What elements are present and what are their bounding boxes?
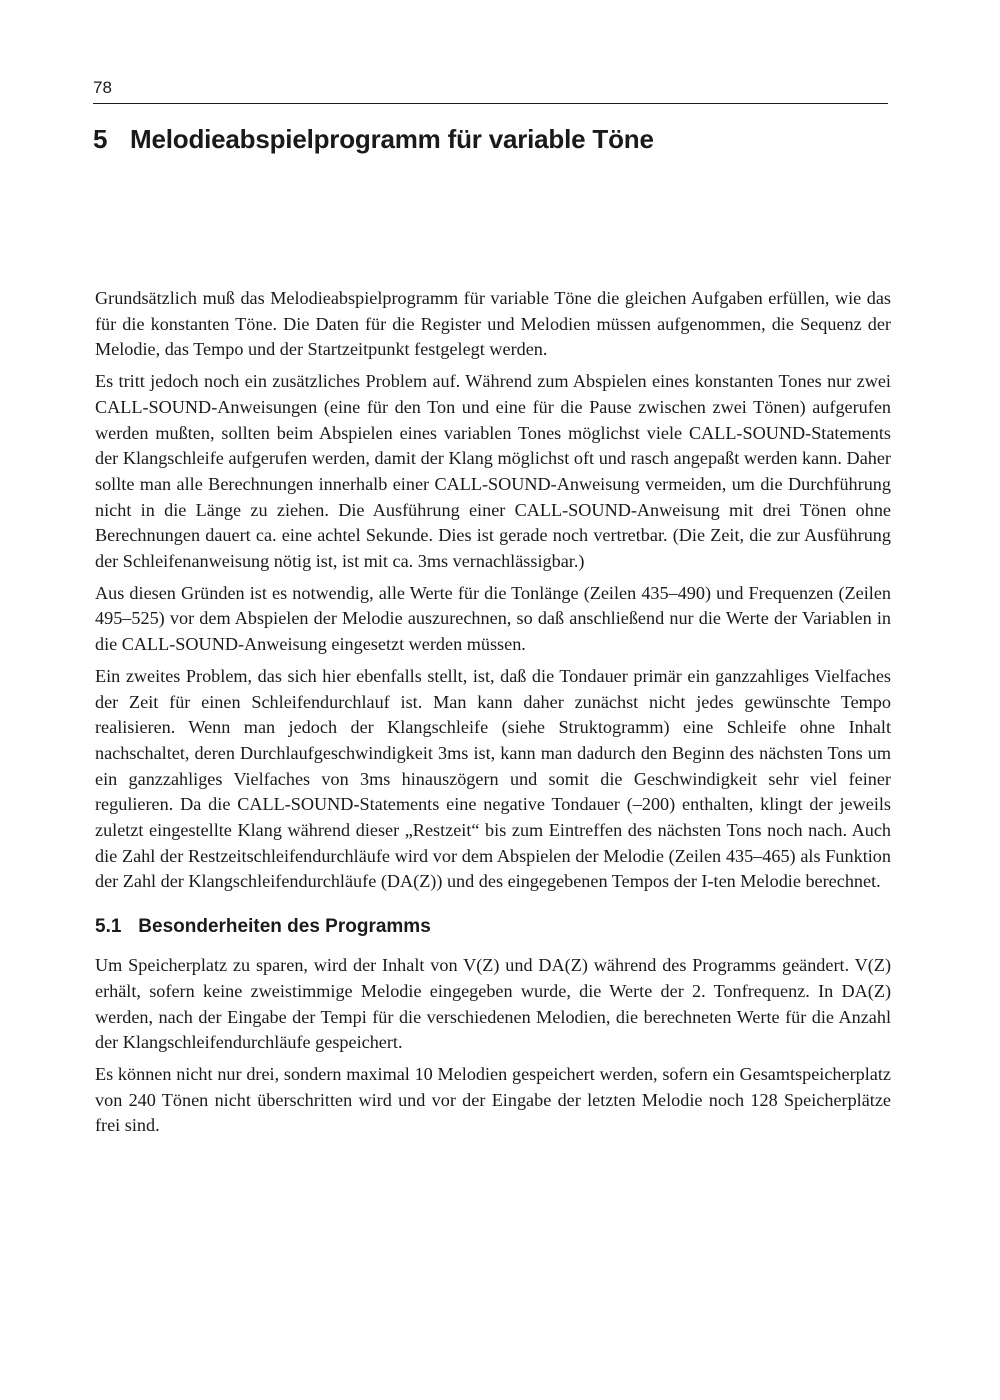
- paragraph: Um Speicherplatz zu sparen, wird der Inhalt von V(Z) und DA(Z) während des Programms geändert. V(Z) erhält, sofern keine zweistimmige Melodie eingegeben wurde, die Werte der 2. Tonfrequenz. In DA(Z) werden, nach der Eingabe der Tempi für die verschiedenen Melodien, die berechneten Werte für die Anzahl der Klangschleifendurchläufe gespeichert.: [95, 955, 891, 1053]
- paragraph: Ein zweites Problem, das sich hier ebenfalls stellt, ist, daß die Tondauer primär ein ganzzahliges Vielfaches der Zeit für einen Schleifendurchlauf ist. Man kann daher zunächst nicht jedes gewünschte Tempo realisieren. Wenn man jedoch der Klangschleife (siehe Struktogramm) eine Schleife ohne Inhalt nachschaltet, deren Durchlaufgeschwindigkeit 3ms ist, kann man dadurch den Beginn des nächsten Tons um ein ganzzahliges Vielfaches von 3ms hinauszögern und somit die Geschwindigkeit sehr viel feiner regulieren. Da die CALL-SOUND-Statements eine negative Tondauer (–200) enthalten, klingt der jeweils zuletzt eingestellte Klang während dieser „Restzeit“ bis zum Eintreffen des nächsten Tons noch nach. Auch die Zahl der Restzeitschleifendurchläufe wird vor dem Abspielen der Melodie (Zeilen 435–465) als Funktion der Zahl der Klangschleifendurchläufe (DA(Z)) und des eingegebenen Tempos der I-ten Melodie berechnet.: [95, 665, 891, 892]
- paragraph: Es können nicht nur drei, sondern maximal 10 Melodien gespeichert werden, sofern ein Gesamtspeicherplatz von 240 Tönen nicht überschritten wird und vor der Eingabe der letzten Melodie noch 128 Speicherplätze frei sind.: [95, 1063, 891, 1136]
- section-title-text: Besonderheiten des Programms: [138, 916, 431, 938]
- chapter-number: 5: [93, 124, 108, 154]
- section-title: [95, 915, 891, 939]
- header-rule: [93, 103, 888, 104]
- paragraph: Grundsätzlich muß das Melodieabspielprogramm für variable Töne die gleichen Aufgaben erfüllen, wie das für die konstanten Töne. Die Daten für die Register und Melodien müssen aufgenommen, die Sequenz der Melodie, das Tempo und der Startzeitpunkt festgelegt werden.: [95, 288, 891, 360]
- body-text: [95, 286, 891, 1145]
- chapter-title: [93, 124, 893, 155]
- page-number: 78: [93, 78, 112, 97]
- chapter-title-text: Melodieabspielprogramm für variable Töne: [130, 124, 654, 154]
- section-number: 5.1: [95, 916, 122, 938]
- paragraph: Aus diesen Gründen ist es notwendig, alle Werte für die Tonlänge (Zeilen 435–490) und Frequenzen (Zeilen 495–525) vor dem Abspielen der Melodie auszurechnen, so daß anschließend nur die Werte der Variablen in die CALL-SOUND-Anweisung eingesetzt werden müssen.: [95, 582, 891, 655]
- paragraph: Es tritt jedoch noch ein zusätzliches Problem auf. Während zum Abspielen eines konstanten Tones nur zwei CALL-SOUND-Anweisungen (eine für den Ton und eine für die Pause zwischen zwei Tönen) aufgerufen werden mußten, sollten beim Abspielen eines variablen Tones möglichst viele CALL-SOUND-Statements der Klangschleife aufgerufen werden, damit der Klang möglichst oft und rasch angepaßt werden kann. Daher sollte man alle Berechnungen innerhalb einer CALL-SOUND-Anweisung vermeiden, um die Durchführung nicht in die Länge zu ziehen. Die Ausführung einer CALL-SOUND-Anweisung mit drei Tönen ohne Berechnungen dauert ca. eine achtel Sekunde. Dies ist gerade noch vertretbar. (Die Zeit, die zur Ausführung der Schleifenanweisung nötig ist, ist mit ca. 3ms vernachlässigbar.): [95, 371, 891, 572]
